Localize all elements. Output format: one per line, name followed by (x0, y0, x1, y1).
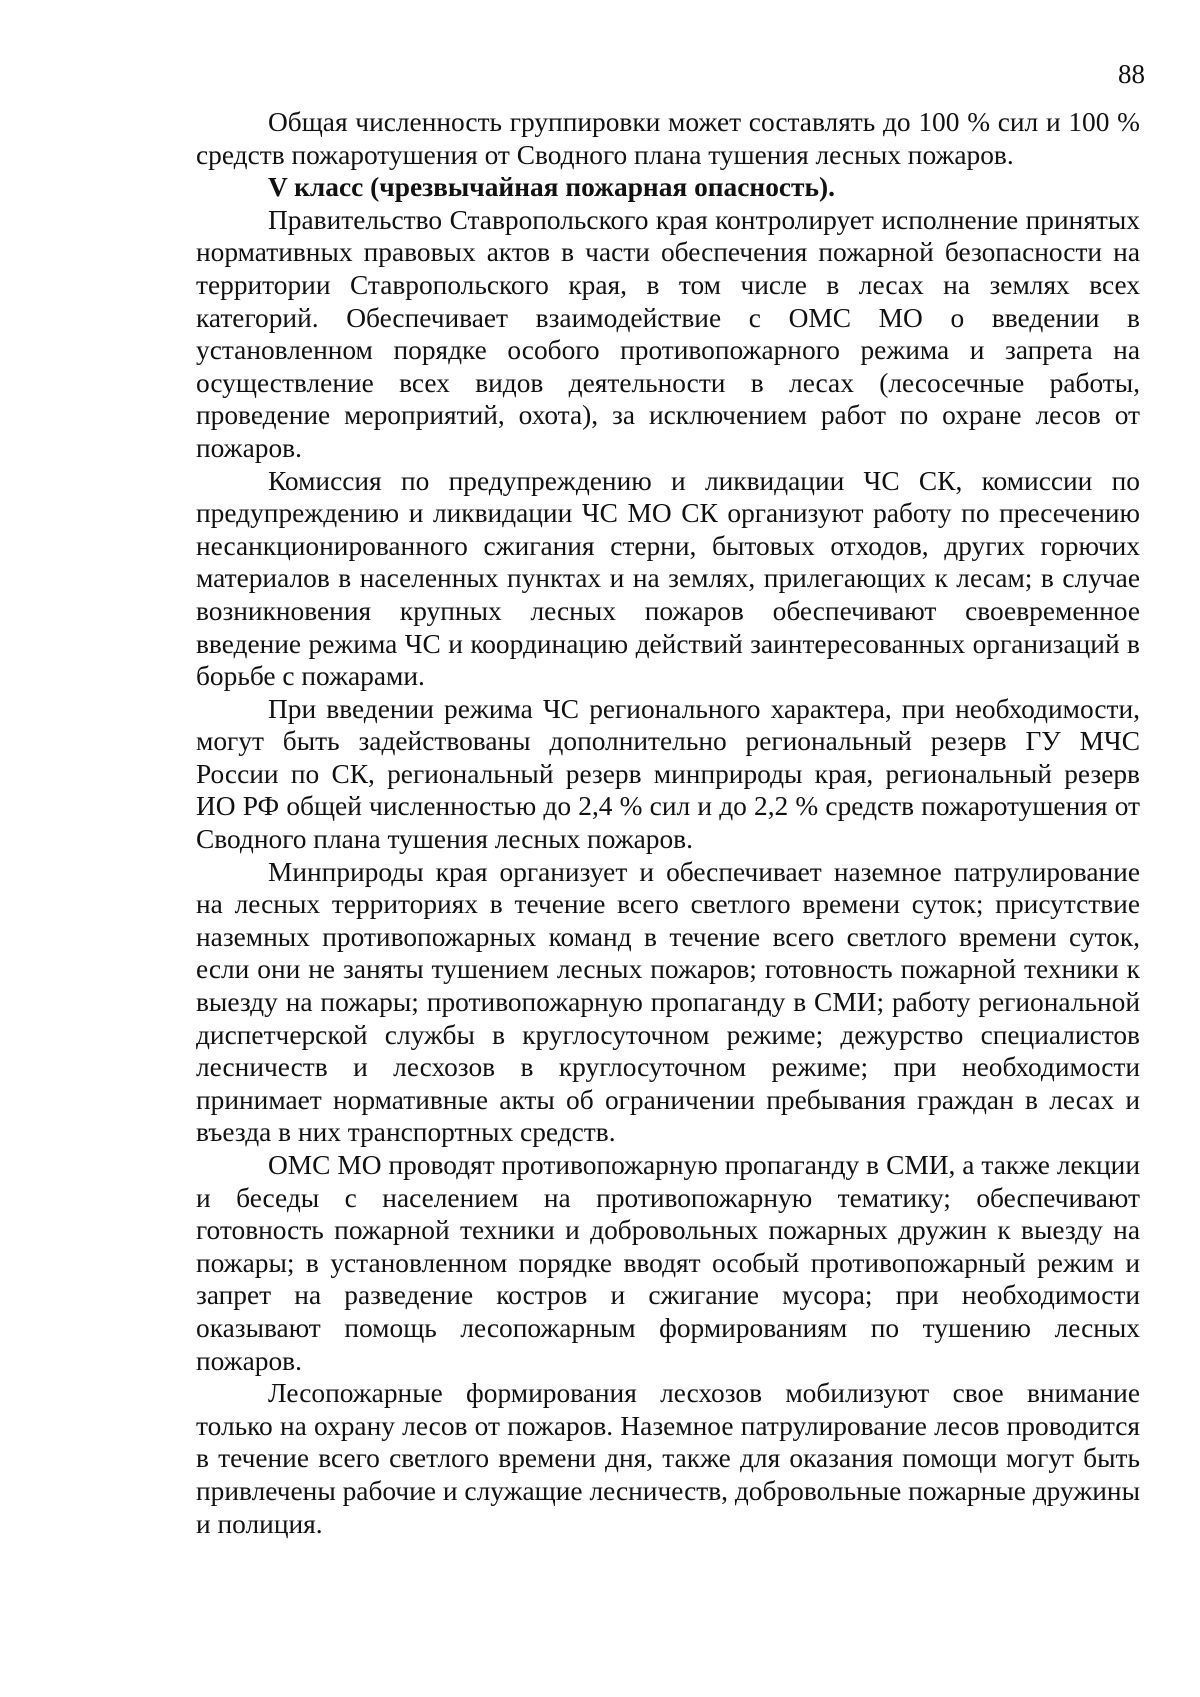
document-body (196, 106, 1140, 1540)
paragraph-group-size: Общая численность группировки может составлять до 100 % сил и 100 % средств пожаротушения от Сводного плана тушения лесных пожаров. (196, 107, 1140, 170)
paragraph-emergency-regime: При введении режима ЧС регионального характера, при необходимости, могут быть задействованы дополнительно региональный резерв ГУ МЧС России по СК, региональный резерв минприроды края, региональный резерв ИО РФ общей численностью до 2,4 % сил и до 2,2 % средств пожаротушения от Сводного плана тушения лесных пожаров. (196, 693, 1140, 855)
paragraph-forest-units: Лесопожарные формирования лесхозов мобилизуют свое внимание только на охрану лесов от пожаров. Наземное патрулирование лесов проводится в течение всего светлого времени дня, также для оказания помощи могут быть привлечены рабочие и служащие лесничеств, добровольные пожарные дружины и полиция. (196, 1378, 1140, 1539)
section-heading-class-v: V класс (чрезвычайная пожарная опасность). (268, 172, 835, 203)
paragraph-commission: Комиссия по предупреждению и ликвидации ЧС СК, комиссии по предупреждению и ликвидации ЧС МО СК организуют работу по пресечению несанкционированного сжигания стерни, бытовых отходов, других горючих материалов в населенных пунктах и на землях, прилегающих к лесам; в случае возникновения крупных лесных пожаров обеспечивают своевременное введение режима ЧС и координацию действий заинтересованных организаций в борьбе с пожарами. (196, 465, 1140, 692)
paragraph-oms-mo: ОМС МО проводят противопожарную пропаганду в СМИ, а также лекции и беседы с населением на противопожарную тематику; обеспечивают готовность пожарной техники и добровольных пожарных дружин к выезду на пожары; в установленном порядке вводят особый противопожарный режим и запрет на разведение костров и сжигание мусора; при необходимости оказывают помощь лесопожарным формированиям по тушению лесных пожаров. (196, 1150, 1140, 1376)
paragraph-ministry: Минприроды края организует и обеспечивает наземное патрулирование на лесных территориях в течение всего светлого времени суток; присутствие наземных противопожарных команд в течение всего светлого времени суток, если они не заняты тушением лесных пожаров; готовность пожарной техники к выезду на пожары; противопожарную пропаганду в СМИ; работу региональной диспетчерской службы в круглосуточном режиме; дежурство специалистов лесничеств и лесхозов в круглосуточном режиме; при необходимости принимает нормативные акты об ограничении пребывания граждан в лесах и въезда в них транспортных средств. (196, 856, 1140, 1148)
page-number: 88 (1118, 59, 1145, 89)
paragraph-government: Правительство Ставропольского края контролирует исполнение принятых нормативных правовых актов в части обеспечения пожарной безопасности на территории Ставропольского края, в том числе в лесах на землях всех категорий. Обеспечивает взаимодействие с ОМС МО о введении в установленном порядке особого противопожарного режима и запрета на осуществление всех видов деятельности в лесах (лесосечные работы, проведение мероприятий, охота), за исключением работ по охране лесов от пожаров. (196, 204, 1140, 463)
